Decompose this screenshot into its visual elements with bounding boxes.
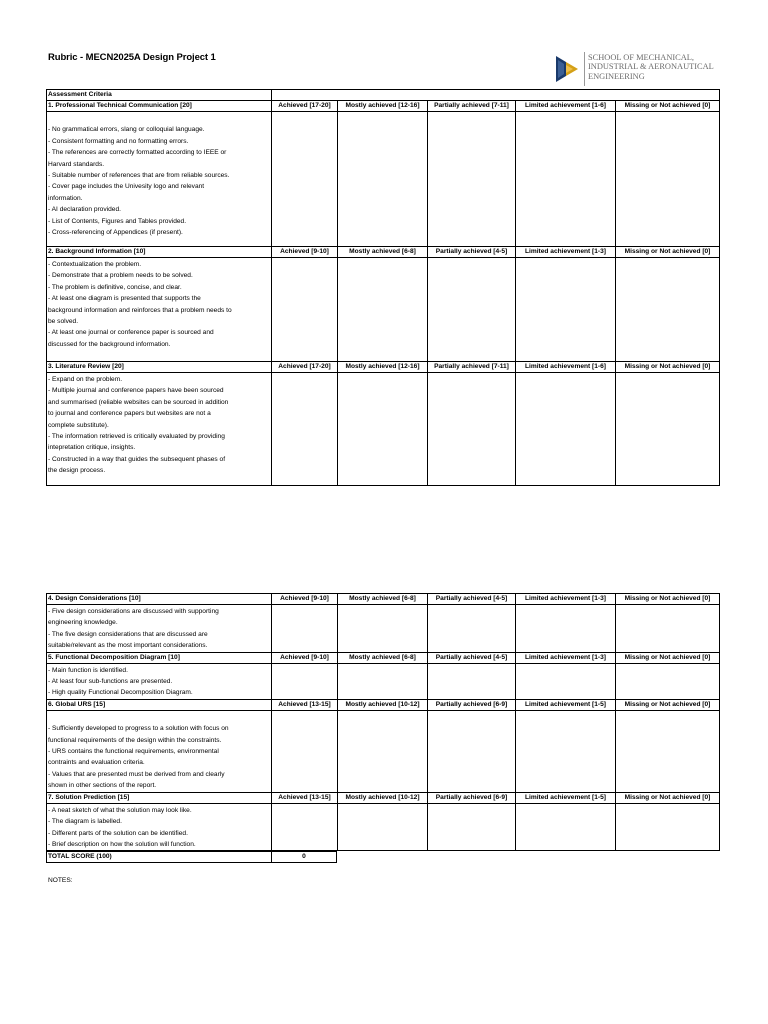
- score-cell[interactable]: [516, 112, 616, 247]
- description-line: - The problem is definitive, concise, and clear.: [48, 283, 182, 291]
- score-cell[interactable]: [616, 258, 720, 362]
- score-cell[interactable]: [616, 663, 720, 699]
- score-cell[interactable]: [338, 112, 428, 247]
- description-line: [48, 712, 270, 723]
- level-label: Partially achieved [4-5]: [428, 594, 516, 605]
- score-cell[interactable]: [272, 258, 338, 362]
- score-cell[interactable]: [616, 112, 720, 247]
- description-line: intepretation critique, insights.: [48, 444, 136, 452]
- score-cell[interactable]: [616, 605, 720, 653]
- description-line: - AI declaration provided.: [48, 206, 121, 214]
- level-label: Achieved [13-15]: [272, 792, 338, 803]
- description-line: information.: [48, 194, 83, 202]
- description-line: - At least one journal or conference paper is sourced and: [48, 329, 214, 337]
- level-label: Missing or Not achieved [0]: [616, 247, 720, 258]
- score-cell[interactable]: [338, 803, 428, 851]
- level-label: Mostly achieved [12-16]: [338, 362, 428, 373]
- score-cell[interactable]: [516, 803, 616, 851]
- criterion-title: 6. Global URS [15]: [47, 699, 272, 710]
- score-cell[interactable]: [428, 258, 516, 362]
- description-line: contraints and evaluation criteria.: [48, 759, 145, 767]
- level-label: Missing or Not achieved [0]: [616, 792, 720, 803]
- description-line: - The information retrieved is critically evaluated by providing: [48, 433, 225, 441]
- description-line: complete substitute).: [48, 421, 109, 429]
- level-label: Mostly achieved [10-12]: [338, 699, 428, 710]
- level-label: Limited achievement [1-6]: [516, 101, 616, 112]
- level-label: Achieved [17-20]: [272, 362, 338, 373]
- level-label: Limited achievement [1-3]: [516, 247, 616, 258]
- level-label: Partially achieved [6-9]: [428, 699, 516, 710]
- level-label: Achieved [17-20]: [272, 101, 338, 112]
- assessment-criteria-header: Assessment Criteria: [47, 90, 272, 101]
- description-line: - Different parts of the solution can be identified.: [48, 829, 188, 837]
- score-cell[interactable]: [428, 710, 516, 792]
- criterion-title: 4. Design Considerations [10]: [47, 594, 272, 605]
- description-line: - URS contains the functional requirements, environmental: [48, 748, 219, 756]
- school-name: [588, 53, 714, 81]
- criterion-description: [47, 605, 272, 653]
- score-cell[interactable]: [516, 258, 616, 362]
- rubric-table-1: [46, 89, 720, 486]
- description-line: - Brief description on how the solution will function.: [48, 840, 196, 848]
- score-cell[interactable]: [428, 605, 516, 653]
- page-title: Rubric - MECN2025A Design Project 1: [48, 52, 216, 63]
- school-name-line: SCHOOL OF MECHANICAL,: [588, 53, 695, 62]
- description-line: and summarised (reliable websites can be sourced in addition: [48, 398, 229, 406]
- score-cell[interactable]: [428, 663, 516, 699]
- total-score-value[interactable]: 0: [272, 852, 337, 863]
- level-label: Partially achieved [4-5]: [428, 247, 516, 258]
- level-label: Limited achievement [1-5]: [516, 792, 616, 803]
- score-cell[interactable]: [338, 373, 428, 486]
- level-label: Missing or Not achieved [0]: [616, 594, 720, 605]
- criterion-title: 5. Functional Decomposition Diagram [10]: [47, 652, 272, 663]
- criterion-title: 2. Background Information [10]: [47, 247, 272, 258]
- score-cell[interactable]: [516, 373, 616, 486]
- description-line: - Multiple journal and conference papers have been sourced: [48, 387, 224, 395]
- criterion-description: [47, 663, 272, 699]
- header-blank-cell: [272, 90, 720, 101]
- logo-divider: [584, 52, 585, 86]
- criterion-description: [47, 803, 272, 851]
- criterion-title: 7. Solution Prediction [15]: [47, 792, 272, 803]
- total-score-table: [46, 851, 337, 863]
- score-cell[interactable]: [516, 605, 616, 653]
- description-line: - Expand on the problem.: [48, 376, 123, 383]
- level-label: Missing or Not achieved [0]: [616, 101, 720, 112]
- score-cell[interactable]: [272, 112, 338, 247]
- criterion-description: [47, 258, 272, 362]
- university-crest-icon: [554, 54, 580, 84]
- score-cell[interactable]: [616, 373, 720, 486]
- description-line: - Consistent formatting and no formatting errors.: [48, 137, 189, 145]
- level-label: Mostly achieved [6-8]: [338, 247, 428, 258]
- level-label: Achieved [13-15]: [272, 699, 338, 710]
- level-label: Achieved [9-10]: [272, 247, 338, 258]
- description-line: - Cross-referencing of Appendices (if present).: [48, 229, 183, 237]
- score-cell[interactable]: [428, 373, 516, 486]
- level-label: Partially achieved [6-9]: [428, 792, 516, 803]
- criterion-description: [47, 112, 272, 247]
- score-cell[interactable]: [428, 112, 516, 247]
- score-cell[interactable]: [616, 710, 720, 792]
- description-line: - The diagram is labelled.: [48, 818, 122, 826]
- score-cell[interactable]: [272, 663, 338, 699]
- description-line: - The five design considerations that are discussed are: [48, 630, 208, 638]
- description-line: - At least one diagram is presented that supports the: [48, 295, 201, 303]
- description-line: Harvard standards.: [48, 160, 105, 168]
- score-cell[interactable]: [428, 803, 516, 851]
- description-line: - Constructed in a way that guides the subsequent phases of: [48, 455, 226, 463]
- description-line: - Demonstrate that a problem needs to be solved.: [48, 272, 193, 280]
- level-label: Missing or Not achieved [0]: [616, 699, 720, 710]
- description-line: - High quality Functional Decomposition Diagram.: [48, 689, 193, 697]
- description-line: - Values that are presented must be derived from and clearly: [48, 770, 225, 778]
- criterion-description: [47, 373, 272, 486]
- criterion-title: 3. Literature Review [20]: [47, 362, 272, 373]
- level-label: Achieved [9-10]: [272, 652, 338, 663]
- description-line: - The references are correctly formatted according to IEEE or: [48, 149, 227, 157]
- total-score-label: TOTAL SCORE (100): [47, 852, 272, 863]
- description-line: - Five design considerations are discussed with supporting: [48, 608, 219, 615]
- description-line: - List of Contents, Figures and Tables provided.: [48, 217, 187, 225]
- score-cell[interactable]: [338, 258, 428, 362]
- school-logo: [554, 52, 714, 86]
- criterion-description: [47, 710, 272, 792]
- level-label: Limited achievement [1-6]: [516, 362, 616, 373]
- description-line: discussed for the background information.: [48, 340, 171, 348]
- level-label: Mostly achieved [6-8]: [338, 652, 428, 663]
- level-label: Limited achievement [1-5]: [516, 699, 616, 710]
- score-cell[interactable]: [516, 710, 616, 792]
- level-label: Partially achieved [7-11]: [428, 101, 516, 112]
- level-label: Limited achievement [1-3]: [516, 652, 616, 663]
- level-label: Partially achieved [4-5]: [428, 652, 516, 663]
- school-name-line: INDUSTRIAL & AERONAUTICAL: [588, 62, 714, 72]
- level-label: Achieved [9-10]: [272, 594, 338, 605]
- level-label: Limited achievement [1-3]: [516, 594, 616, 605]
- description-line: - At least four sub-functions are presented.: [48, 678, 173, 686]
- description-line: background information and reinforces that a problem needs to: [48, 306, 232, 314]
- score-cell[interactable]: [516, 663, 616, 699]
- score-cell[interactable]: [338, 605, 428, 653]
- score-cell[interactable]: [616, 803, 720, 851]
- rubric-table-2: [46, 593, 720, 851]
- score-cell[interactable]: [338, 663, 428, 699]
- description-line: - Contextualization the problem.: [48, 261, 142, 268]
- description-line: - Suitable number of references that are from reliable sources.: [48, 172, 230, 180]
- description-line: be solved.: [48, 318, 79, 326]
- description-line: - Main function is identified.: [48, 666, 128, 674]
- description-line: - No grammatical errors, slang or colloquial language.: [48, 126, 205, 134]
- description-line: suitable/relevant as the most important considerations.: [48, 642, 208, 650]
- notes-label: NOTES:: [48, 877, 73, 884]
- school-name-line: ENGINEERING: [588, 71, 645, 81]
- level-label: Missing or Not achieved [0]: [616, 652, 720, 663]
- description-line: engineering knowledge.: [48, 619, 118, 627]
- score-cell[interactable]: [338, 710, 428, 792]
- description-line: to journal and conference papers but websites are not a: [48, 410, 211, 418]
- score-cell[interactable]: [272, 710, 338, 792]
- level-label: Partially achieved [7-11]: [428, 362, 516, 373]
- score-cell[interactable]: [272, 605, 338, 653]
- level-label: Mostly achieved [6-8]: [338, 594, 428, 605]
- level-label: Mostly achieved [10-12]: [338, 792, 428, 803]
- score-cell[interactable]: [272, 373, 338, 486]
- score-cell[interactable]: [272, 803, 338, 851]
- description-line: - Cover page includes the Univesity logo and relevant: [48, 183, 205, 191]
- criterion-title: 1. Professional Technical Communication [20]: [47, 101, 272, 112]
- description-line: functional requirements of the design within the constraints.: [48, 736, 222, 744]
- description-line: shown in other sections of the report.: [48, 782, 157, 790]
- level-label: Missing or Not achieved [0]: [616, 362, 720, 373]
- level-label: Mostly achieved [12-16]: [338, 101, 428, 112]
- description-line: - Sufficiently developed to progress to a solution with focus on: [48, 725, 229, 733]
- description-line: [48, 113, 270, 124]
- description-line: - A neat sketch of what the solution may look like.: [48, 806, 192, 814]
- description-line: the design process.: [48, 467, 106, 475]
